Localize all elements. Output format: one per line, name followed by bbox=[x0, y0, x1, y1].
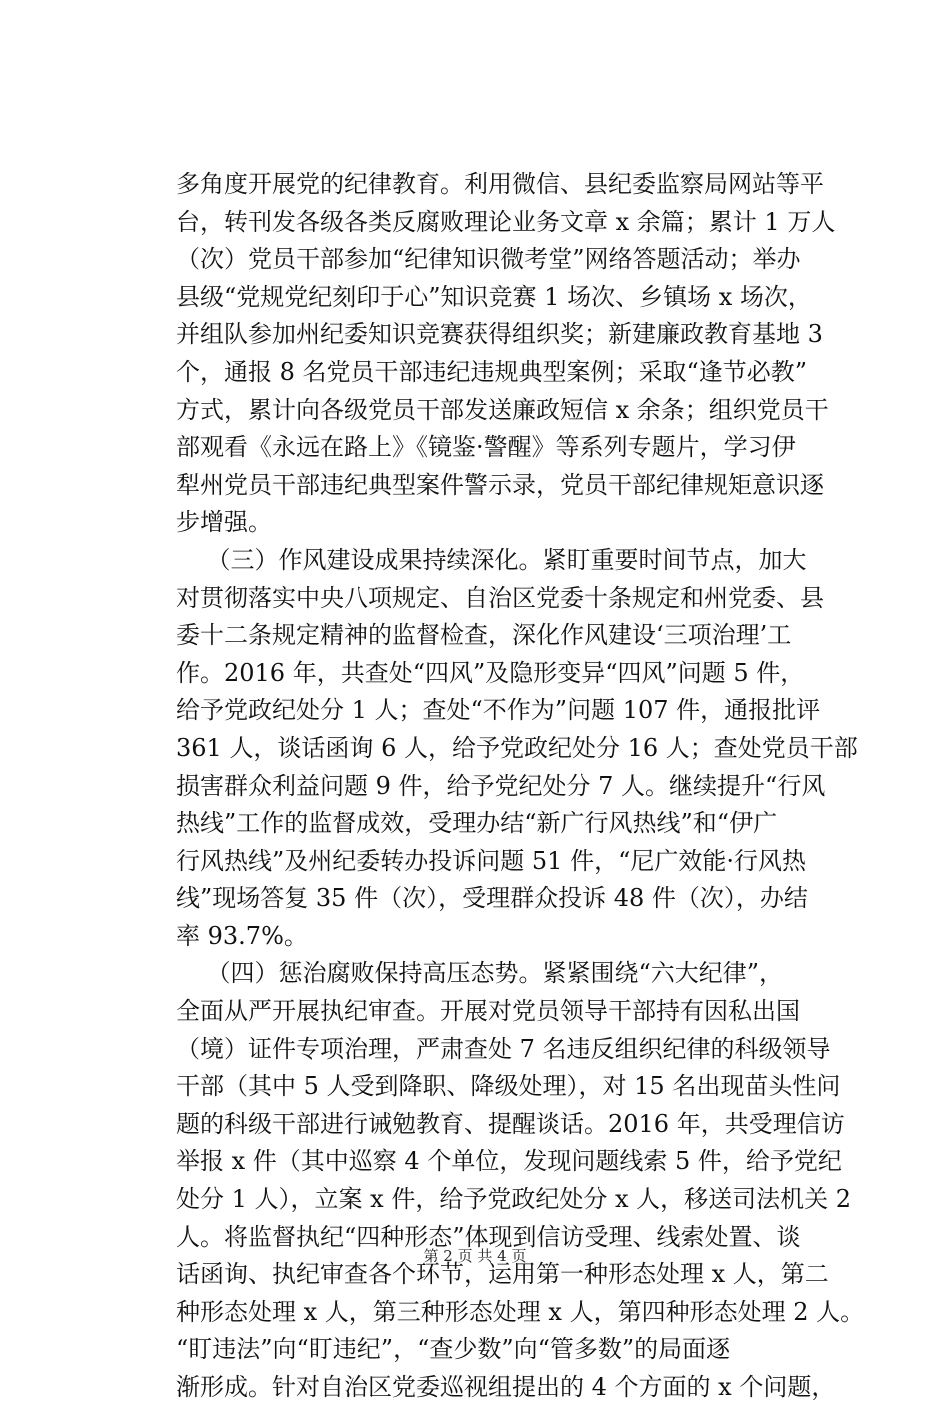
text-line: 损害群众利益问题 9 件，给予党纪处分 7 人。继续提升“行风 bbox=[176, 771, 826, 800]
text-line: （四）惩治腐败保持高压态势。紧紧围绕“六大纪律”， bbox=[176, 959, 784, 988]
page-footer: 第 2 页 共 4 页 bbox=[423, 1247, 527, 1265]
text-line: （三）作风建设成果持续深化。紧盯重要时间节点，加大 bbox=[176, 545, 807, 574]
text-line: 委十二条规定精神的监督检查，深化作风建设‘三项治理’工 bbox=[176, 621, 792, 650]
text-line: 犁州党员干部违纪典型案件警示录，党员干部纪律规矩意识逐 bbox=[176, 470, 824, 499]
text-line: 台，转刊发各级各类反腐败理论业务文章 x 余篇；累计 1 万人 bbox=[176, 207, 836, 236]
text-line: 人。将监督执纪“四种形态”体现到信访受理、线索处置、谈 bbox=[176, 1222, 801, 1251]
text-line: （境）证件专项治理，严肃查处 7 名违反组织纪律的科级领导 bbox=[176, 1034, 831, 1063]
text-line: 县级“党规党纪刻印于心”知识竞赛 1 场次、乡镇场 x 场次， bbox=[176, 282, 812, 311]
body-text bbox=[176, 166, 865, 1407]
text-line: 处分 1 人），立案 x 件，给予党政纪处分 x 人，移送司法机关 2 bbox=[176, 1185, 852, 1214]
text-line: 渐形成。针对自治区党委巡视组提出的 4 个方面的 x 个问题， bbox=[176, 1373, 836, 1401]
text-line: 举报 x 件（其中巡察 4 个单位，发现问题线索 5 件，给予党纪 bbox=[176, 1147, 842, 1176]
text-line: 对贯彻落实中央八项规定、自治区党委十条规定和州党委、县 bbox=[176, 583, 824, 612]
text-line: 话函询、执纪审查各个环节，运用第一种形态处理 x 人，第二 bbox=[176, 1260, 829, 1289]
text-line: 行风热线”及州纪委转办投诉问题 51 件，“尼广效能·行风热 bbox=[176, 846, 806, 875]
text-line: 个，通报 8 名党员干部违纪违规典型案例；采取“逢节必教” bbox=[176, 357, 808, 386]
text-line: 方式，累计向各级党员干部发送廉政短信 x 余条；组织党员干 bbox=[176, 395, 829, 424]
text-line: 热线”工作的监督成效，受理办结“新广行风热线”和“伊广 bbox=[176, 809, 778, 838]
text-line: 361 人，谈话函询 6 人，给予党政纪处分 16 人；查处党员干部 bbox=[176, 733, 858, 762]
text-line: 干部（其中 5 人受到降职、降级处理），对 15 名出现苗头性问 bbox=[176, 1072, 841, 1101]
text-line: 题的科级干部进行诫勉教育、提醒谈话。2016 年，共受理信访 bbox=[176, 1109, 845, 1138]
text-line: 多角度开展党的纪律教育。利用微信、县纪委监察局网站等平 bbox=[176, 170, 824, 198]
text-line: 步增强。 bbox=[176, 508, 272, 537]
text-line: 并组队参加州纪委知识竞赛获得组织奖；新建廉政教育基地 3 bbox=[176, 320, 823, 349]
text-line: 部观看《永远在路上》《镜鉴·警醒》等系列专题片，学习伊 bbox=[176, 433, 796, 462]
text-line: “盯违法”向“盯违纪”，“查少数”向“管多数”的局面逐 bbox=[176, 1335, 731, 1364]
text-line: 全面从严开展执纪审查。开展对党员领导干部持有因私出国 bbox=[176, 997, 800, 1026]
text-line: 作。2016 年，共查处“四风”及隐形变异“四风”问题 5 件， bbox=[176, 658, 805, 687]
text-line: 线”现场答复 35 件（次），受理群众投诉 48 件（次），办结 bbox=[176, 884, 808, 913]
text-line: 率 93.7%。 bbox=[176, 921, 308, 950]
text-line: 种形态处理 x 人，第三种形态处理 x 人，第四种形态处理 2 人。 bbox=[176, 1297, 865, 1326]
text-line: （次）党员干部参加“纪律知识微考堂”网络答题活动；举办 bbox=[176, 245, 801, 274]
text-line: 给予党政纪处分 1 人；查处“不作为”问题 107 件，通报批评 bbox=[176, 696, 821, 725]
